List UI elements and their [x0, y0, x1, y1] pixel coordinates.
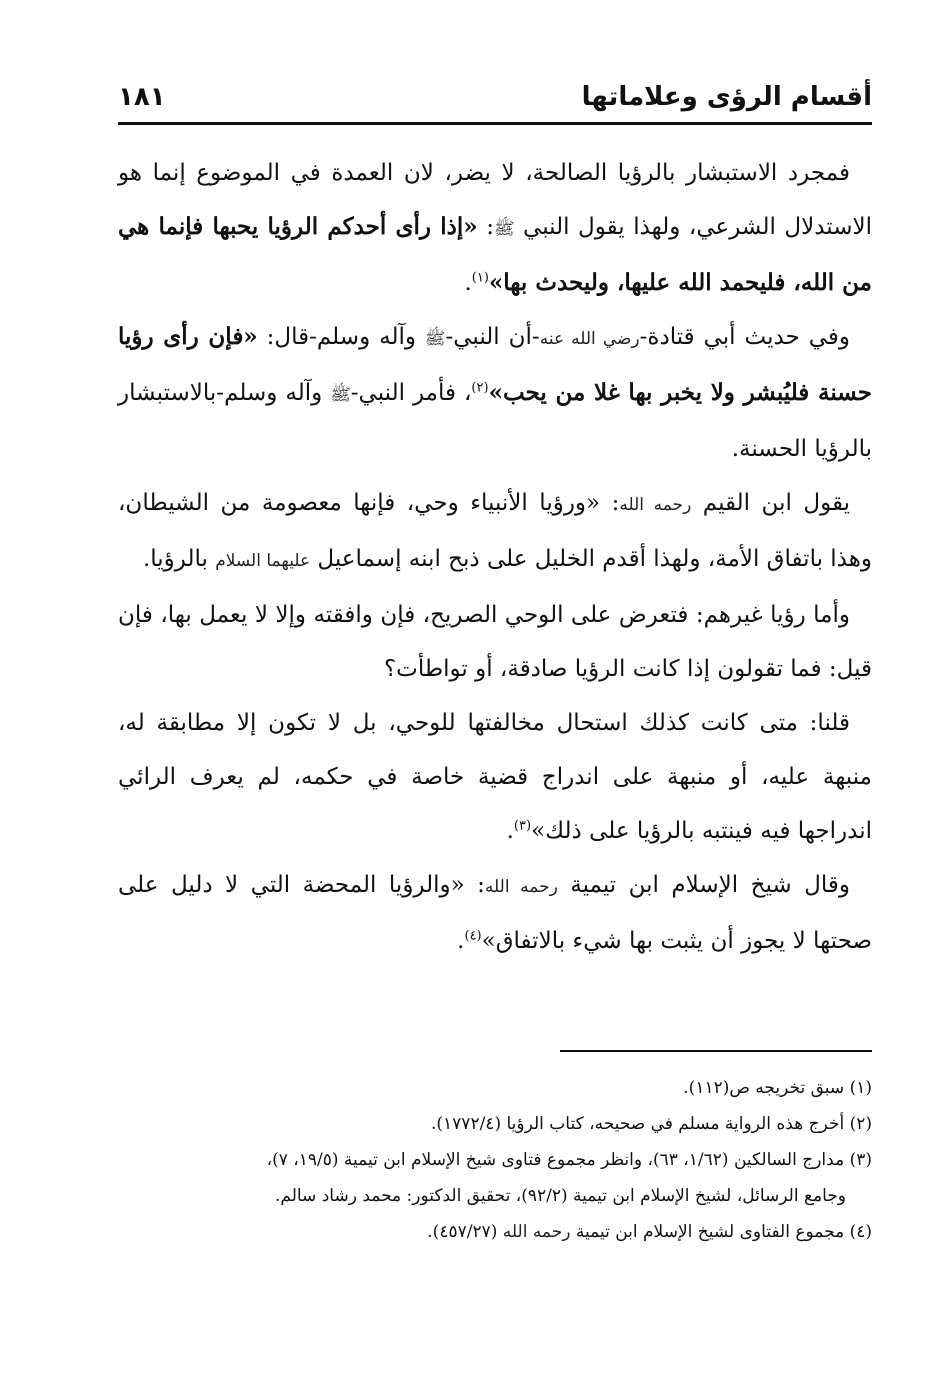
footnote-ref-1[interactable]: (١) [471, 270, 489, 286]
hadith-quote: «إذا رأى أحدكم الرؤيا يحبها فإنما هي من الله، فليحمد الله عليها، وليحدث بها» [118, 213, 872, 296]
footnote-3-continued: وجامع الرسائل، لشيخ الإسلام ابن تيمية (٩٢/٢)، تحقيق الدكتور: محمد رشاد سالم. [274, 1186, 846, 1206]
header-divider [118, 122, 872, 125]
footnote-4: (٤) مجموع الفتاوى لشيخ الإسلام ابن تيمية رحمه الله (٤٥٧/٢٧). [427, 1222, 872, 1242]
footnotes [118, 1070, 872, 1250]
honorific-glyph: ﷺ [330, 385, 351, 405]
footnote-2: (٢) أخرج هذه الرواية مسلم في صحيحه، كتاب الرؤيا (١٧٧٢/٤). [431, 1114, 872, 1134]
honorific-glyph: عليهما السلام [215, 551, 311, 571]
page-header [118, 78, 872, 118]
hadith-quote: «فإن رأى رؤيا حسنة فليُبشر ولا يخبر بها غلا من يحب» [118, 323, 873, 406]
footnote-ref-4[interactable]: (٤) [464, 928, 482, 944]
honorific-glyph: رحمه الله [619, 495, 692, 515]
paragraph-4: وأما رؤيا غيرهم: فتعرض على الوحي الصريح، فإن وافقته وإلا لا يعمل بها، فإن قيل: فما تقولون إذا كانت الرؤيا صادقة، أو تواطأت؟ [118, 602, 872, 682]
paragraph-1: فمجرد الاستبشار بالرؤيا الصالحة، لا يضر، لان العمدة في الموضوع إنما هو الاستدلال الشرعي، ولهذا يقول النبي ﷺ: «إذا رأى أحدكم الرؤيا يحبها فإنما هي من الله، فليحمد الله عليها، وليحدث بها»$^{(١)}$. [118, 160, 873, 296]
honorific-glyph: رحمه الله [484, 877, 558, 897]
paragraph-3: يقول ابن القيم رحمه الله: «ورؤيا الأنبياء وحي، فإنها معصومة من الشيطان، وهذا باتفاق الأمة، ولهذا أقدم الخليل على ذبح ابنه إسماعيل عليهما السلام بالرؤيا. [118, 490, 872, 572]
footnote-1: (١) سبق تخريجه ص(١١٢). [683, 1078, 872, 1098]
honorific-glyph: ﷺ [493, 219, 515, 239]
footnote-divider [560, 1050, 872, 1052]
footnote-ref-3[interactable]: (٣) [513, 818, 532, 834]
honorific-glyph: رضي الله عنه [539, 329, 640, 349]
paragraph-5: قلنا: متى كانت كذلك استحال مخالفتها للوحي، بل لا تكون إلا مطابقة له، منبهة عليه، أو منبهة على اندراج قضية خاصة في حكمه، لم يعرف الرائي اندراجها فيه فينتبه بالرؤيا على ذلك»$^{(٣)}$. [118, 710, 872, 844]
main-text [118, 146, 872, 968]
footnote-ref-2[interactable]: (٢) [471, 380, 489, 396]
page-number: ١٨١ [118, 82, 166, 112]
chapter-title: أقسام الرؤى وعلاماتها [581, 82, 872, 112]
paragraph-6: وقال شيخ الإسلام ابن تيمية رحمه الله: «والرؤيا المحضة التي لا دليل على صحتها لا يجوز أن يثبت بها شيء بالاتفاق»$^{(٤)}$. [118, 872, 872, 954]
paragraph-2: وفي حديث أبي قتادة-رضي الله عنه-أن النبي-ﷺ وآله وسلم-قال: «فإن رأى رؤيا حسنة فليُبشر ولا يخبر بها غلا من يحب»$^{(٢)}$، فأمر النبي-ﷺ وآله وسلم-بالاستبشار بالرؤيا الحسنة. [118, 323, 873, 462]
footnote-3: (٣) مدارج السالكين (١/٦٢، ٦٣)، وانظر مجموع فتاوى شيخ الإسلام ابن تيمية (١٩/٥، ٧)، [266, 1150, 872, 1170]
honorific-glyph: ﷺ [424, 329, 446, 349]
honorific-glyph: رحمه الله [502, 1222, 571, 1242]
